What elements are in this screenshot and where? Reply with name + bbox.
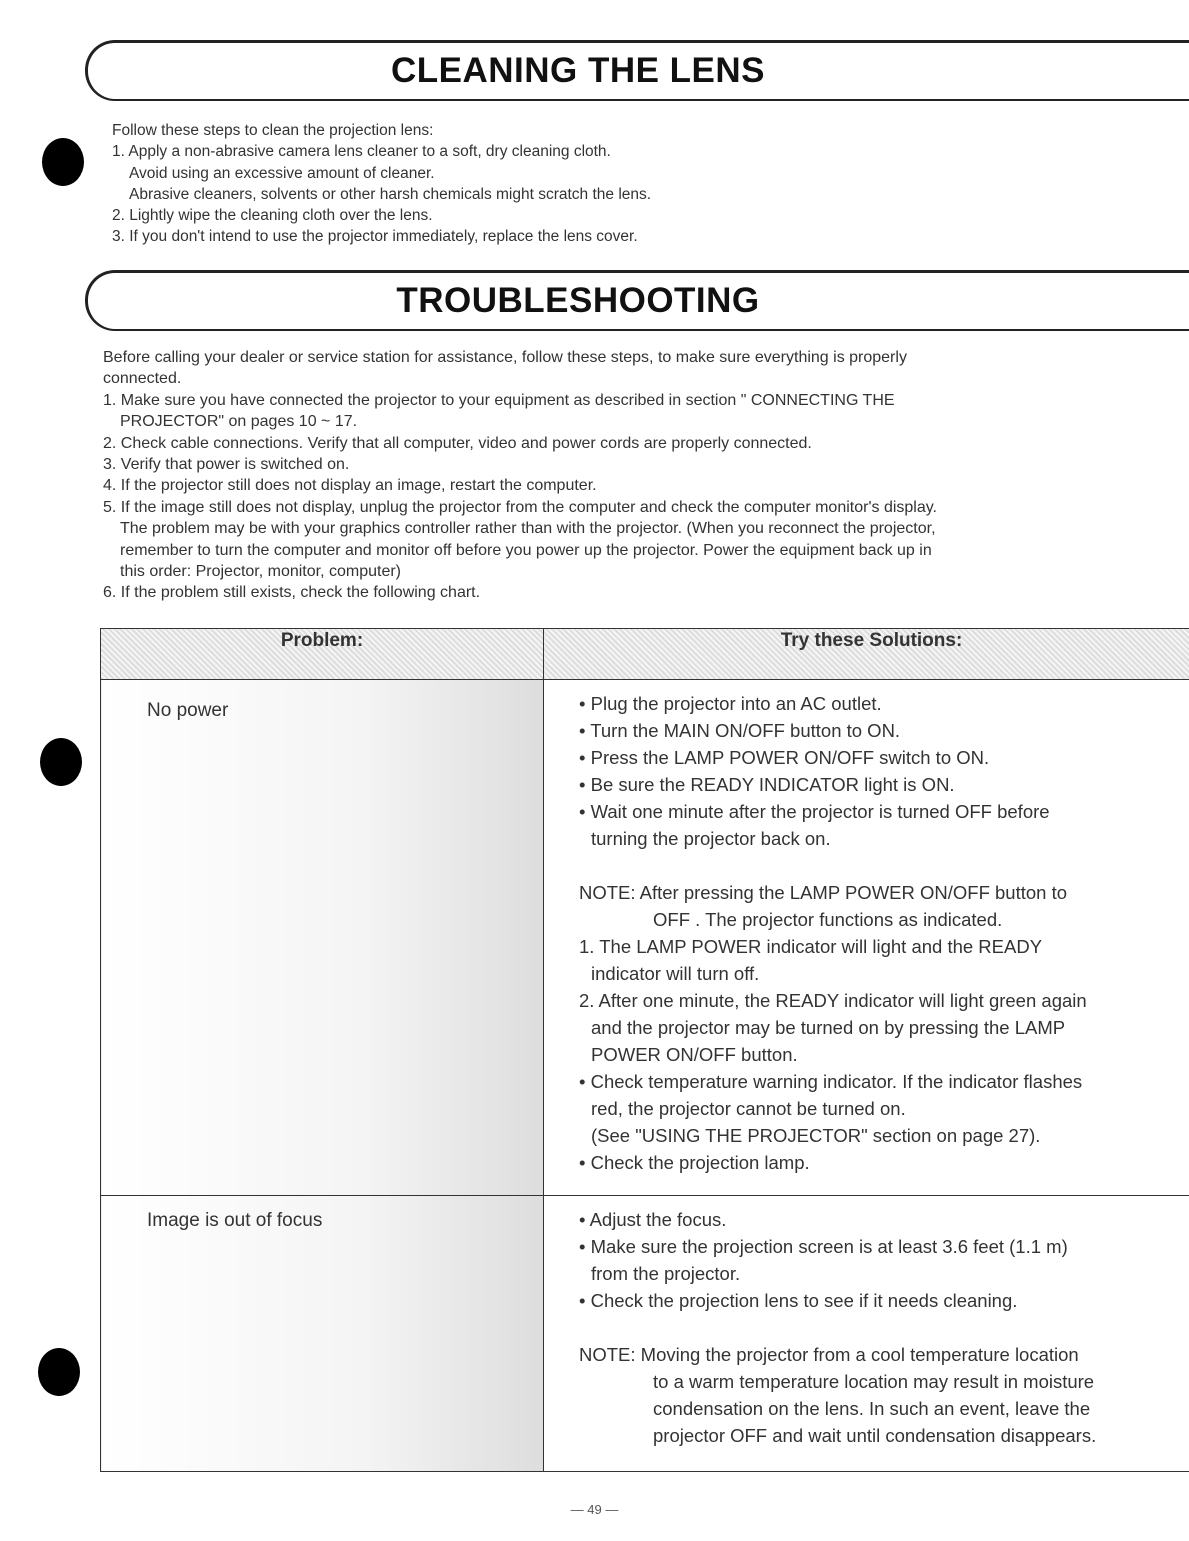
cleaning-banner bbox=[85, 40, 1189, 101]
problem-cell: No power bbox=[101, 680, 544, 1196]
solution-line: • Wait one minute after the projector is turned OFF before bbox=[579, 801, 1050, 822]
section-title: CLEANING THE LENS bbox=[390, 51, 766, 90]
step-line: 3. If you don't intend to use the projector immediately, replace the lens cover. bbox=[112, 228, 638, 246]
step-line: 1. Apply a non-abrasive camera lens cleaner to a soft, dry cleaning cloth. bbox=[112, 143, 611, 161]
solution-line: • Check the projection lens to see if it needs cleaning. bbox=[579, 1290, 1018, 1311]
solution-line: • Make sure the projection screen is at least 3.6 feet (1.1 m) bbox=[579, 1236, 1068, 1257]
cleaning-steps bbox=[112, 120, 651, 248]
solution-line: (See "USING THE PROJECTOR" section on page 27). bbox=[591, 1125, 1041, 1146]
table-row bbox=[101, 680, 1189, 1196]
solution-line: • Be sure the READY INDICATOR light is ON. bbox=[579, 774, 955, 795]
solution-line: • Check the projection lamp. bbox=[579, 1152, 810, 1173]
step-line: The problem may be with your graphics controller rather than with the projector. (When you reconnect the projector, bbox=[120, 520, 936, 538]
troubleshooting-chart bbox=[100, 628, 1189, 1472]
header-problem: Problem: bbox=[101, 629, 544, 680]
solution-line: from the projector. bbox=[591, 1263, 741, 1284]
solution-line: • Check temperature warning indicator. If the indicator flashes bbox=[579, 1071, 1083, 1092]
intro-line: connected. bbox=[103, 370, 182, 388]
problem-cell: Image is out of focus bbox=[101, 1196, 544, 1472]
note-line: OFF . The projector functions as indicated. bbox=[653, 909, 1003, 930]
note-line: 2. After one minute, the READY indicator will light green again bbox=[579, 990, 1087, 1011]
step-line: Avoid using an excessive amount of cleaner. bbox=[129, 164, 435, 182]
solution-line: • Plug the projector into an AC outlet. bbox=[579, 693, 882, 714]
troubleshooting-steps bbox=[103, 347, 937, 604]
intro-line: Before calling your dealer or service station for assistance, follow these steps, to make sure everything is properly bbox=[103, 349, 907, 366]
note-line: POWER ON/OFF button. bbox=[591, 1044, 798, 1065]
step-line: this order: Projector, monitor, computer) bbox=[120, 563, 401, 581]
punch-hole bbox=[42, 138, 84, 186]
punch-hole bbox=[38, 1348, 80, 1396]
step-line: PROJECTOR" on pages 10 ~ 17. bbox=[120, 413, 358, 431]
step-line: 1. Make sure you have connected the projector to your equipment as described in section " CONNECTING THE bbox=[103, 391, 895, 409]
punch-hole bbox=[40, 738, 82, 786]
solution-line: • Adjust the focus. bbox=[579, 1209, 727, 1230]
solution-line: turning the projector back on. bbox=[591, 828, 831, 849]
table-row bbox=[101, 1196, 1189, 1472]
note-line: indicator will turn off. bbox=[591, 963, 760, 984]
page-number: — 49 — bbox=[570, 1502, 619, 1517]
step-line: 6. If the problem still exists, check the following chart. bbox=[103, 584, 481, 602]
note-line: NOTE: After pressing the LAMP POWER ON/OFF button to bbox=[579, 882, 1068, 903]
step-line: 4. If the projector still does not display an image, restart the computer. bbox=[103, 477, 597, 495]
note-line: NOTE: Moving the projector from a cool temperature location bbox=[579, 1344, 1079, 1365]
solutions-cell bbox=[544, 680, 1189, 1196]
step-line: 5. If the image still does not display, unplug the projector from the computer and check the computer monitor's display. bbox=[103, 498, 937, 516]
solution-line: red, the projector cannot be turned on. bbox=[591, 1098, 906, 1119]
solutions-cell bbox=[544, 1196, 1189, 1472]
note-line: 1. The LAMP POWER indicator will light and the READY bbox=[579, 936, 1043, 957]
step-line: remember to turn the computer and monitor off before you power up the projector. Power the equipment back up in bbox=[120, 541, 932, 559]
step-line: Abrasive cleaners, solvents or other harsh chemicals might scratch the lens. bbox=[129, 185, 652, 203]
note-line: projector OFF and wait until condensation disappears. bbox=[653, 1425, 1097, 1446]
intro-line: Follow these steps to clean the projection lens: bbox=[112, 122, 434, 139]
step-line: 3. Verify that power is switched on. bbox=[103, 456, 350, 474]
step-line: 2. Check cable connections. Verify that all computer, video and power cords are properly connected. bbox=[103, 434, 812, 452]
header-solutions: Try these Solutions: bbox=[544, 629, 1189, 680]
step-line: 2. Lightly wipe the cleaning cloth over the lens. bbox=[112, 207, 433, 225]
solution-line: • Turn the MAIN ON/OFF button to ON. bbox=[579, 720, 901, 741]
note-line: condensation on the lens. In such an event, leave the bbox=[653, 1398, 1091, 1419]
note-line: and the projector may be turned on by pressing the LAMP bbox=[591, 1017, 1066, 1038]
table-header-row bbox=[101, 629, 1189, 680]
solution-line: • Press the LAMP POWER ON/OFF switch to ON. bbox=[579, 747, 990, 768]
troubleshooting-banner bbox=[85, 270, 1189, 331]
section-title: TROUBLESHOOTING bbox=[396, 281, 760, 320]
note-line: to a warm temperature location may result in moisture bbox=[653, 1371, 1095, 1392]
